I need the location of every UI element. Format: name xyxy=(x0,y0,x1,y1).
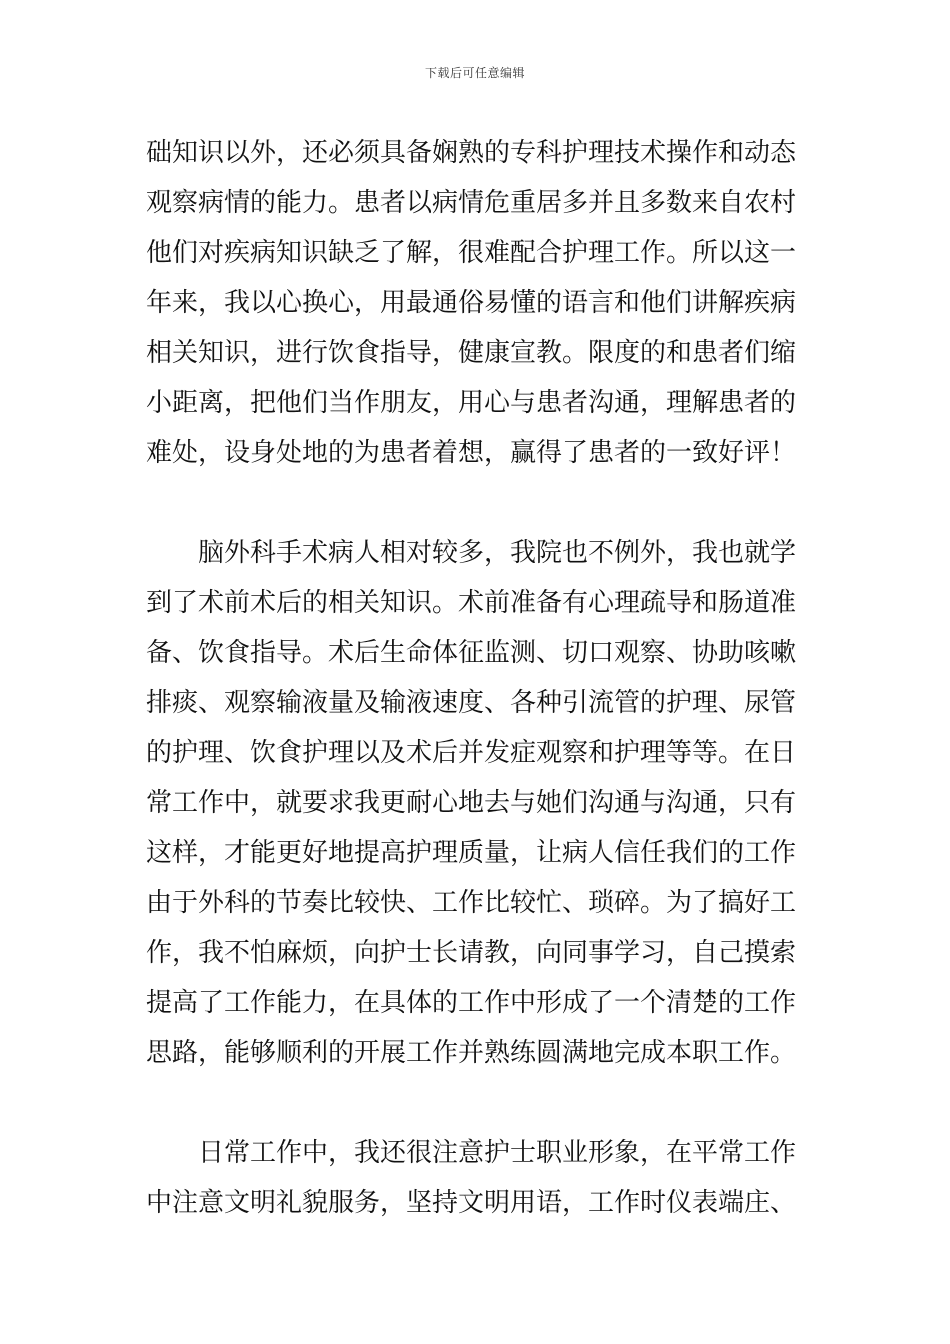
text-line: 思路，能够顺利的开展工作并熟练圆满地完成本职工作。 xyxy=(146,1038,797,1068)
text-line: 础知识以外，还必须具备娴熟的专科护理技术操作和动态 xyxy=(146,138,797,168)
paragraph-1 xyxy=(146,128,810,478)
text-line: 备、饮食指导。术后生命体征监测、切口观察、协助咳嗽 xyxy=(146,638,797,668)
paragraph-3 xyxy=(146,1128,810,1228)
text-line: 难处，设身处地的为患者着想，赢得了患者的一致好评！ xyxy=(146,438,797,468)
paragraph-gap xyxy=(146,478,810,528)
paragraph-2 xyxy=(146,528,810,1078)
text-line: 这样，才能更好地提高护理质量，让病人信任我们的工作 xyxy=(146,838,797,868)
text-line: 他们对疾病知识缺乏了解，很难配合护理工作。所以这一 xyxy=(146,238,797,268)
text-line: 相关知识，进行饮食指导，健康宣教。限度的和患者们缩 xyxy=(146,338,797,368)
paragraph-gap xyxy=(146,1078,810,1128)
text-line: 排痰、观察输液量及输液速度、各种引流管的护理、尿管 xyxy=(146,688,797,718)
text-line: 的护理、饮食护理以及术后并发症观察和护理等等。在日 xyxy=(146,738,797,768)
page-header: 下载后可任意编辑 xyxy=(424,66,525,80)
text-line: 年来，我以心换心，用最通俗易懂的语言和他们讲解疾病 xyxy=(146,288,797,318)
document-body xyxy=(146,128,810,1228)
text-line: 作，我不怕麻烦，向护士长请教，向同事学习，自己摸索 xyxy=(146,938,797,968)
text-line: 由于外科的节奏比较快、工作比较忙、琐碎。为了搞好工 xyxy=(146,888,797,918)
text-line: 常工作中，就要求我更耐心地去与她们沟通与沟通，只有 xyxy=(146,788,797,818)
text-line: 观察病情的能力。患者以病情危重居多并且多数来自农村 xyxy=(146,188,797,218)
text-line: 脑外科手术病人相对较多，我院也不例外，我也就学 xyxy=(198,538,797,568)
text-line: 到了术前术后的相关知识。术前准备有心理疏导和肠道准 xyxy=(146,588,797,618)
text-line: 日常工作中，我还很注意护士职业形象，在平常工作 xyxy=(198,1138,797,1168)
text-line: 中注意文明礼貌服务，坚持文明用语，工作时仪表端庄、 xyxy=(146,1188,797,1218)
text-line: 提高了工作能力，在具体的工作中形成了一个清楚的工作 xyxy=(146,988,797,1018)
text-line: 小距离，把他们当作朋友，用心与患者沟通，理解患者的 xyxy=(146,388,797,418)
